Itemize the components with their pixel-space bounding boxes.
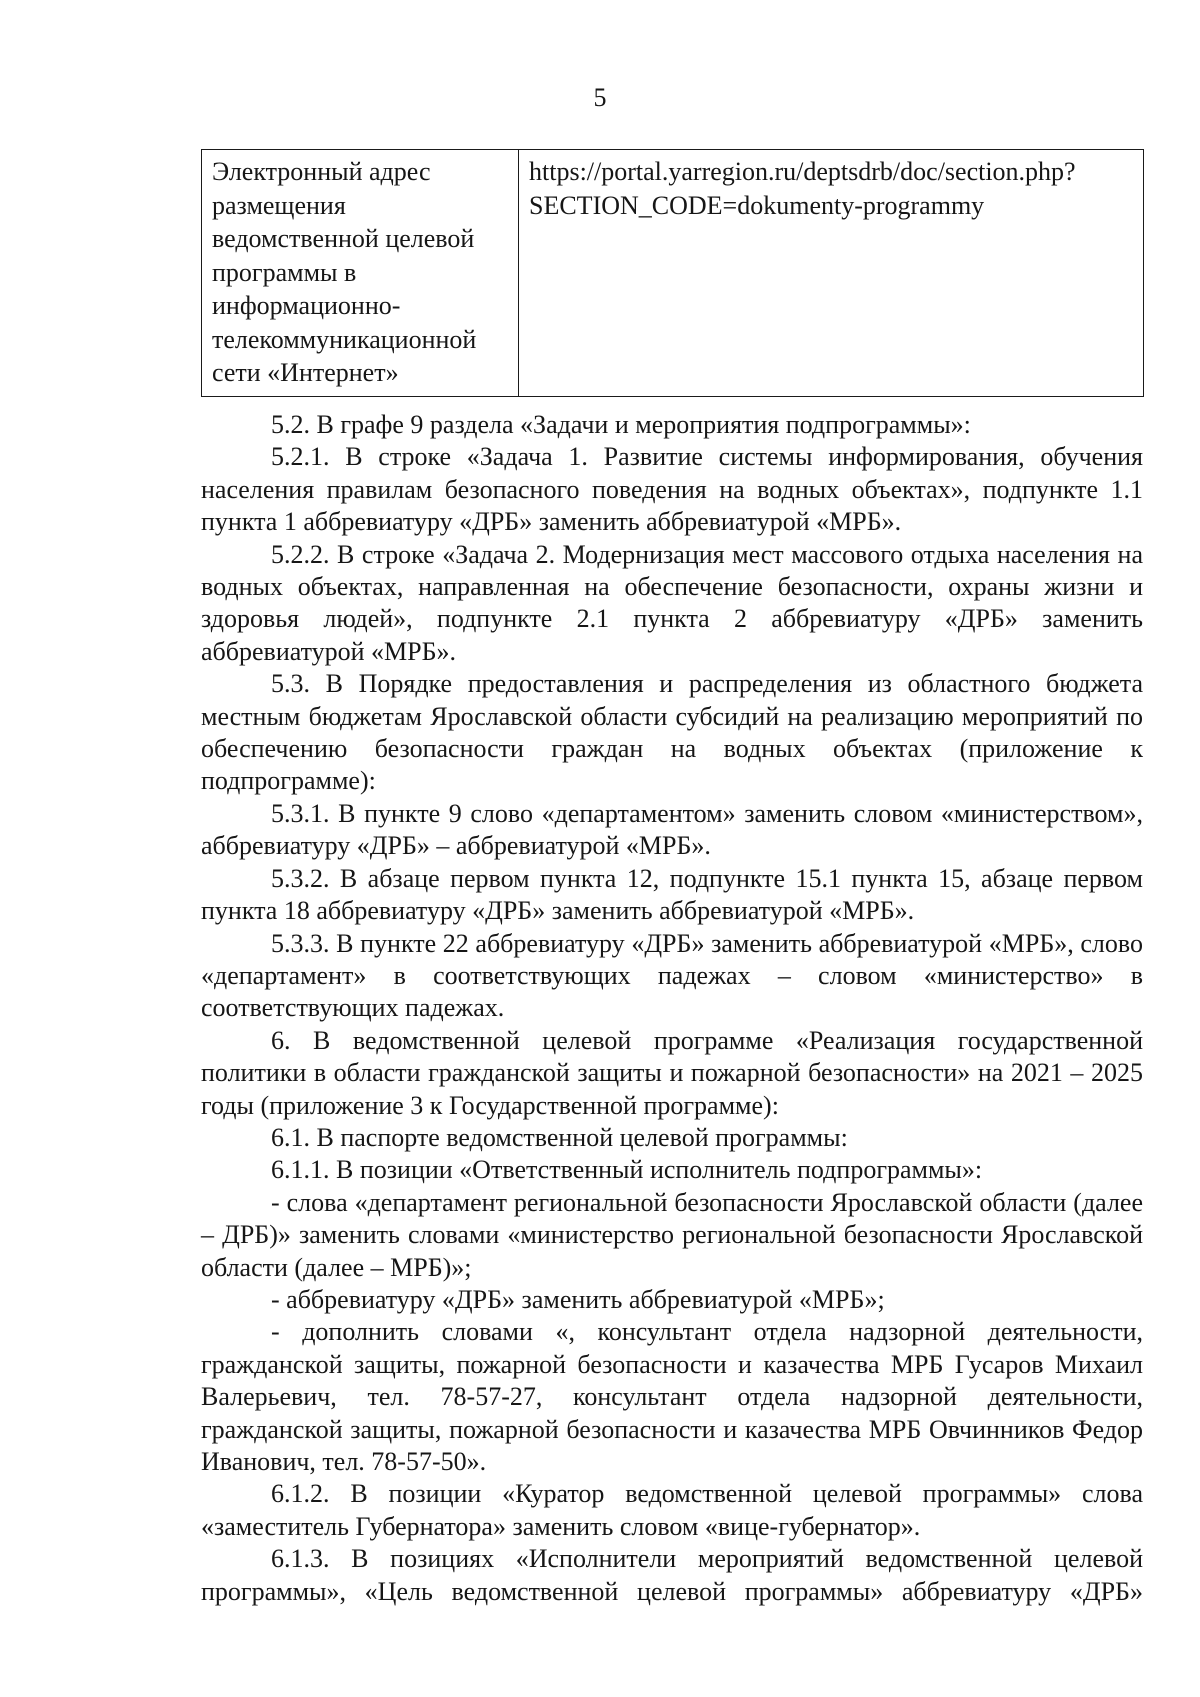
paragraph-6-1: 6.1. В паспорте ведомственной целевой программы:	[271, 1122, 848, 1152]
table-row	[202, 150, 1144, 397]
page-number: 5	[593, 83, 607, 112]
paragraph-6: 6. В ведомственной целевой программе «Реализация государственной политики в области гражданской защиты и пожарной безопасности» на 2021 – 2025 годы (приложение 3 к Государственной программе):	[201, 1025, 1143, 1120]
paragraph-5-3-3: 5.3.3. В пункте 22 аббревиатуру «ДРБ» заменить аббревиатурой «МРБ», слово «департамент» в соответствующих падежах – словом «министерство» в соответствующих падежах.	[201, 928, 1143, 1023]
paragraph-6-1-3: 6.1.3. В позициях «Исполнители мероприятий ведомственной целевой программы», «Цель ведомственной целевой программы» аббревиатуру «ДРБ»	[201, 1544, 1143, 1606]
paragraph-5-2: 5.2. В графе 9 раздела «Задачи и мероприятия подпрограммы»:	[271, 410, 971, 439]
paragraph-6-1-1-item-1: - слова «департамент региональной безопасности Ярославской области (далее – ДРБ)» заменить словами «министерство региональной безопасности Ярославской области (далее – МРБ)»;	[201, 1187, 1143, 1282]
paragraph-5-2-1: 5.2.1. В строке «Задача 1. Развитие системы информирования, обучения населения правилам безопасного поведения на водных объектах», подпункте 1.1 пункта 1 аббревиатуру «ДРБ» заменить аббревиатурой «МРБ».	[201, 442, 1143, 537]
paragraph-6-1-1-item-2: - аббревиатуру «ДРБ» заменить аббревиатурой «МРБ»;	[271, 1284, 885, 1314]
paragraph-6-1-2: 6.1.2. В позиции «Куратор ведомственной целевой программы» слова «заместитель Губернатора» заменить словом «вице-губернатор».	[201, 1479, 1143, 1541]
paragraph-5-2-2: 5.2.2. В строке «Задача 2. Модернизация мест массового отдыха населения на водных объектах, направленная на обеспечение безопасности, охраны жизни и здоровья людей», подпункте 2.1 пункта 2 аббревиатуру «ДРБ» заменить аббревиатурой «МРБ».	[201, 539, 1143, 666]
paragraph-6-1-1: 6.1.1. В позиции «Ответственный исполнитель подпрограммы»:	[271, 1155, 983, 1185]
table-label-cell: Электронный адрес размещения ведомственной целевой программы в информационно-телекоммуникационной сети «Интернет»	[202, 150, 519, 397]
paragraph-6-1-1-item-3: - дополнить словами «, консультант отдела надзорной деятельности, гражданской защиты, пожарной безопасности и казачества МРБ Гусаров Михаил Валерьевич, тел. 78-57-27, консультант отдела надзорной деятельности, гражданской защиты, пожарной безопасности и казачества МРБ Овчинников Федор Иванович, тел. 78-57-50».	[201, 1317, 1143, 1476]
paragraph-5-3-1: 5.3.1. В пункте 9 слово «департаментом» заменить словом «министерством», аббревиатуру «ДРБ» – аббревиатурой «МРБ».	[201, 798, 1143, 861]
document-body	[201, 409, 1143, 1608]
paragraph-5-3: 5.3. В Порядке предоставления и распределения из областного бюджета местным бюджетам Ярославской области субсидий на реализацию мероприятий по обеспечению безопасности граждан на водных объектах (приложение к подпрограмме):	[201, 669, 1143, 796]
paragraph-5-3-2: 5.3.2. В абзаце первом пункта 12, подпункте 15.1 пункта 15, абзаце первом пункта 18 аббревиатуру «ДРБ» заменить аббревиатурой «МРБ».	[201, 863, 1143, 926]
table-value-cell: https://portal.yarregion.ru/deptsdrb/doc/section.php? SECTION_CODE=dokumenty-programmy	[519, 150, 1144, 397]
info-table	[201, 149, 1144, 397]
